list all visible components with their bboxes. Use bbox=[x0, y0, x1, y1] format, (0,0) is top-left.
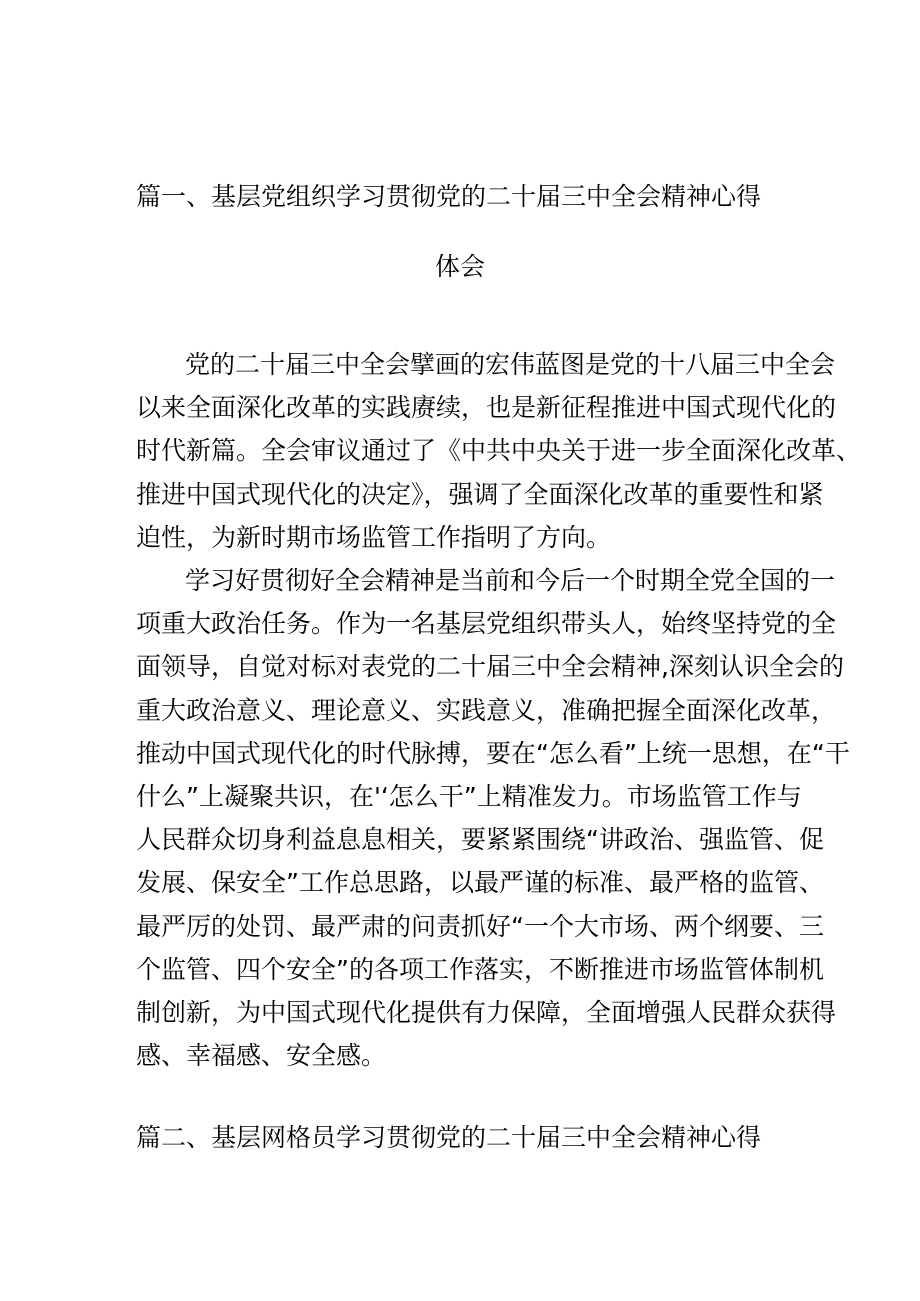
para2-line: 推动中国式现代化的时代脉搏，要在“怎么看”上统一思想，在“干 bbox=[136, 739, 850, 768]
para2-line: 个监管、四个安全”的各项工作落实，不断推进市场监管体制机 bbox=[136, 955, 824, 984]
section1-title-line1: 篇一、基层党组织学习贯彻党的二十届三中全会精神心得 bbox=[136, 182, 762, 211]
para1-line: 以来全面深化改革的实践赓续，也是新征程推进中国式现代化的 bbox=[136, 393, 837, 422]
para1-line: 时代新篇。全会审议通过了《中共中央关于进一步全面深化改革、 bbox=[136, 436, 862, 465]
para2-line: 面领导，自觉对标对表党的二十届三中全会精神,深刻认识全会的 bbox=[136, 652, 844, 681]
para2-line: 什么”上凝聚共识，在'‘怎么干”上精准发力。市场监管工作与 bbox=[136, 782, 802, 811]
para1-line: 党的二十届三中全会擘画的宏伟蓝图是党的十八届三中全会 bbox=[185, 350, 836, 379]
section2-title-line1: 篇二、基层网格员学习贯彻党的二十届三中全会精神心得 bbox=[136, 1123, 762, 1152]
para2-line: 感、幸福感、安全感。 bbox=[136, 1041, 387, 1070]
para2-line: 人民群众切身利益息息相关，要紧紧围绕“讲政治、强监管、促 bbox=[136, 825, 824, 854]
para2-line: 重大政治意义、理论意义、实践意义，准确把握全面深化改革， bbox=[136, 696, 837, 725]
para1-line: 推进中国式现代化的决定》，强调了全面深化改革的重要性和紧 bbox=[136, 480, 824, 509]
para1-line: 迫性，为新时期市场监管工作指明了方向。 bbox=[136, 523, 612, 552]
section1-title-line2: 体会 bbox=[434, 252, 485, 281]
para2-line: 最严厉的处罚、最严肃的问责抓好“一个大市场、两个纲要、三 bbox=[136, 912, 824, 941]
para2-line: 发展、保安全”工作总思路，以最严谨的标准、最严格的监管、 bbox=[136, 868, 824, 897]
para2-line: 学习好贯彻好全会精神是当前和今后一个时期全党全国的一 bbox=[185, 566, 836, 595]
para2-line: 项重大政治任务。作为一名基层党组织带头人，始终坚持党的全 bbox=[136, 609, 837, 638]
para2-line: 制创新，为中国式现代化提供有力保障，全面增强人民群众获得 bbox=[136, 998, 837, 1027]
